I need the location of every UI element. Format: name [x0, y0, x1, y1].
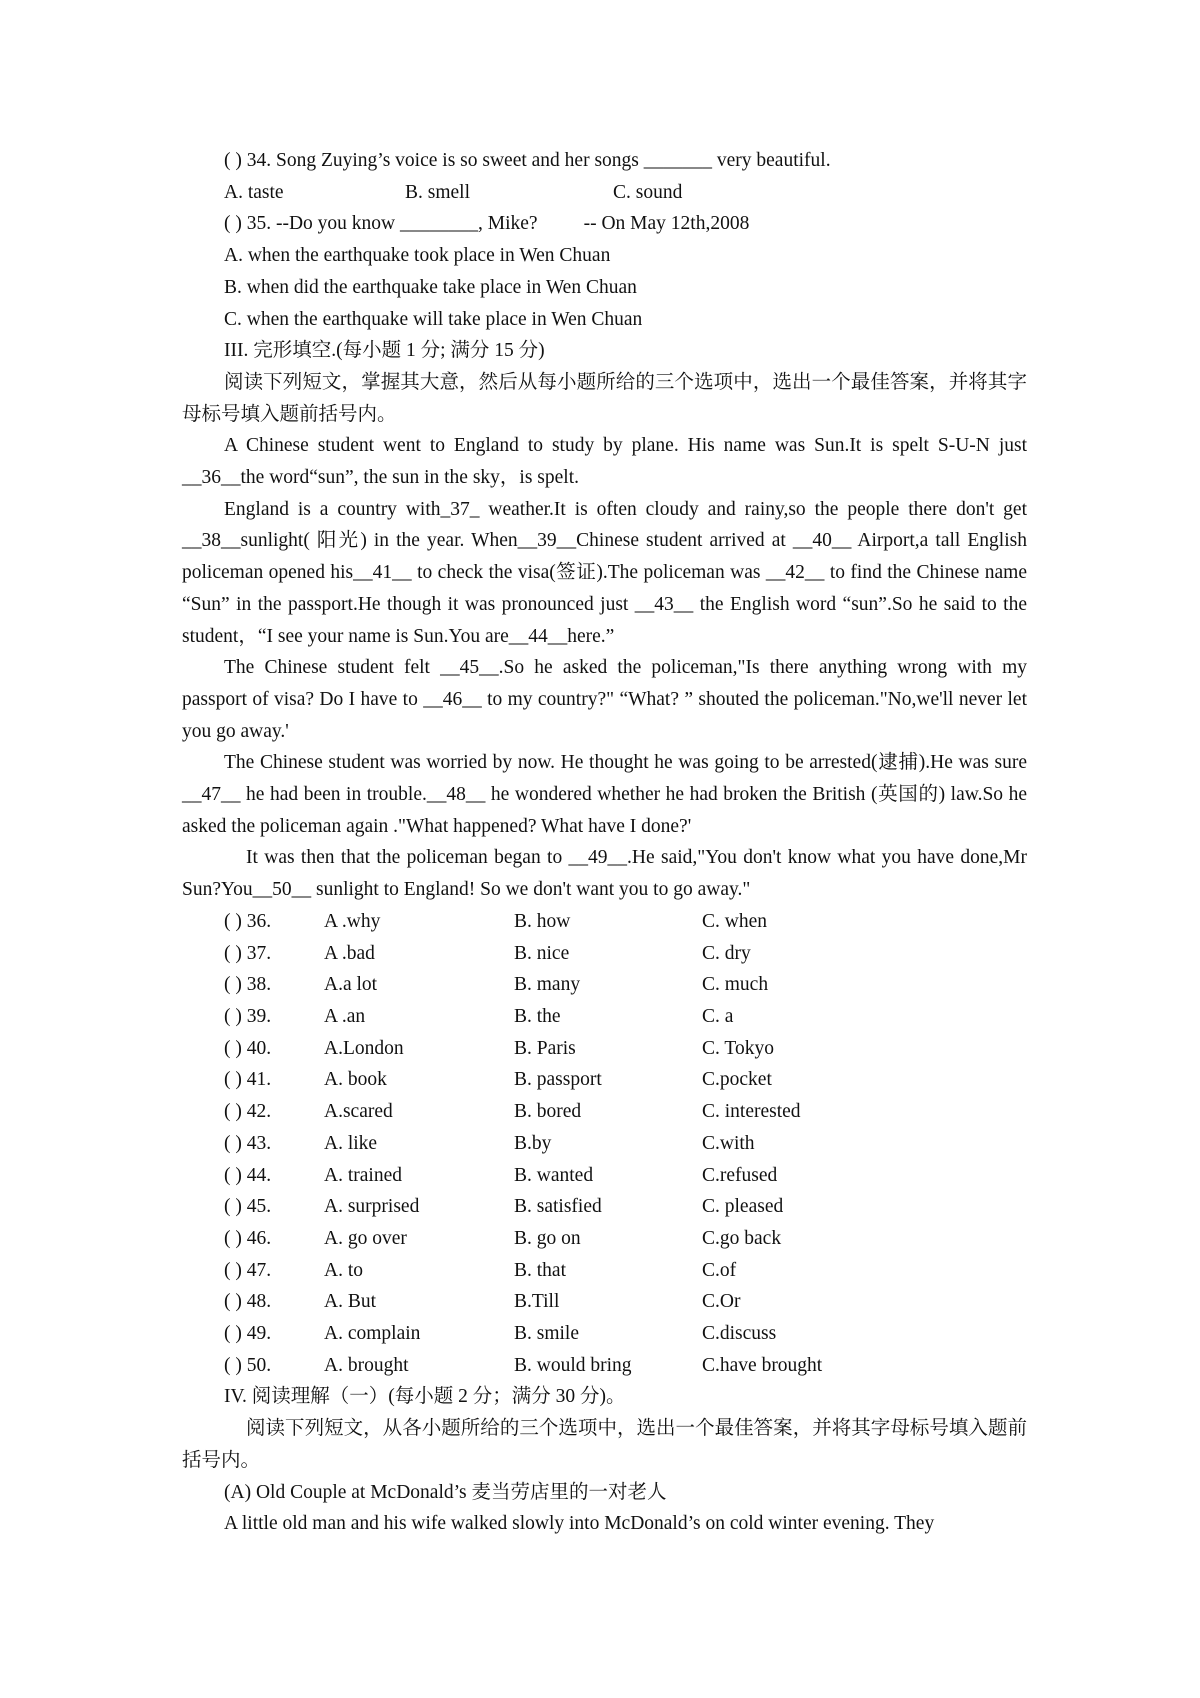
- option-a: A. complain: [324, 1323, 421, 1345]
- option-b: B. Paris: [514, 1037, 576, 1059]
- cloze-question-row: [182, 1350, 1027, 1382]
- option-b: B. that: [514, 1259, 566, 1281]
- cloze-paragraph-3: The Chinese student felt __45__.So he asked the policeman,"Is there anything wrong with my passport of visa? Do I have to __46__ to my country?" “What? ” shouted the policeman."No,we'll never let you go away.': [182, 657, 1027, 742]
- option-a: A. trained: [324, 1164, 402, 1186]
- option-c: C. pleased: [702, 1196, 784, 1218]
- cloze-question-row: [182, 1286, 1027, 1318]
- question-35-text: ( ) 35. --Do you know ________, Mike?: [224, 213, 538, 235]
- option-b: B. passport: [514, 1069, 602, 1091]
- cloze-paragraph-4: The Chinese student was worried by now. He thought he was going to be arrested(逮捕).He was sure __47__ he had been in trouble.__48__ he wondered whether he had broken the British (英国的) law.So he asked the policeman again ."What happened? What have I done?': [182, 752, 1027, 837]
- option-c: C. when: [702, 910, 767, 932]
- question-number: ( ) 36.: [224, 910, 272, 932]
- cloze-question-row: [182, 1128, 1027, 1160]
- exam-page: [182, 145, 1027, 1540]
- question-number: ( ) 42.: [224, 1101, 272, 1123]
- option-c: C.pocket: [702, 1069, 772, 1091]
- question-number: ( ) 38.: [224, 974, 272, 996]
- option-c: C.have brought: [702, 1354, 823, 1376]
- option-b: B. many: [514, 974, 581, 996]
- question-number: ( ) 45.: [224, 1196, 272, 1218]
- question-number: ( ) 49.: [224, 1323, 272, 1345]
- option-b: B. go on: [514, 1227, 581, 1249]
- cloze-question-row: [182, 1033, 1027, 1065]
- option-c: C.go back: [702, 1227, 782, 1249]
- option-c: C. much: [702, 974, 769, 996]
- question-35-option-a: A. when the earthquake took place in Wen Chuan: [224, 245, 611, 267]
- option-a: A. go over: [324, 1227, 407, 1249]
- question-number: ( ) 48.: [224, 1291, 272, 1313]
- question-35-option-b: B. when did the earthquake take place in Wen Chuan: [224, 276, 637, 298]
- question-number: ( ) 39.: [224, 1005, 272, 1027]
- option-c: C. a: [702, 1005, 734, 1027]
- option-c: C.refused: [702, 1164, 778, 1186]
- cloze-question-row: [182, 969, 1027, 1001]
- option-a: A.a lot: [324, 974, 378, 996]
- question-35-hint: -- On May 12th,2008: [583, 213, 750, 235]
- cloze-paragraph-1: A Chinese student went to England to study by plane. His name was Sun.It is spelt S-U-N just __36__the word“sun”, the sun in the sky，is spelt.: [182, 435, 1027, 489]
- question-34-stem: ( ) 34. Song Zuying’s voice is so sweet and her songs _______ very beautiful.: [224, 150, 831, 171]
- question-35-option-c: C. when the earthquake will take place in Wen Chuan: [224, 308, 643, 330]
- option-a: A.scared: [324, 1101, 393, 1123]
- option-a: A. brought: [324, 1354, 409, 1376]
- passage-title: (A) Old Couple at McDonald’s 麦当劳店里的一对老人: [224, 1481, 667, 1503]
- option-b: B. satisfied: [514, 1196, 602, 1218]
- option-b: B. smell: [405, 181, 471, 203]
- option-a: A .an: [324, 1005, 366, 1027]
- passage-start: A little old man and his wife walked slowly into McDonald’s on cold winter evening. They: [224, 1513, 935, 1535]
- question-number: ( ) 50.: [224, 1354, 272, 1376]
- option-b: B. wanted: [514, 1164, 594, 1186]
- option-b: B. how: [514, 910, 571, 932]
- cloze-question-row: [182, 906, 1027, 938]
- option-c: C. Tokyo: [702, 1037, 774, 1059]
- cloze-question-row: [182, 1223, 1027, 1255]
- option-c: C.with: [702, 1132, 755, 1154]
- option-a: A. to: [324, 1259, 363, 1281]
- option-a: A. But: [324, 1291, 377, 1313]
- option-a: A. taste: [224, 181, 284, 203]
- cloze-question-row: [182, 1096, 1027, 1128]
- cloze-question-row: [182, 1001, 1027, 1033]
- question-number: ( ) 44.: [224, 1164, 272, 1186]
- option-c: C.of: [702, 1259, 737, 1281]
- question-35-stem: [182, 208, 1027, 240]
- option-b: B.by: [514, 1132, 552, 1154]
- cloze-question-row: [182, 1255, 1027, 1287]
- option-b: B. bored: [514, 1101, 582, 1123]
- cloze-question-row: [182, 1160, 1027, 1192]
- cloze-instructions: 阅读下列短文，掌握其大意，然后从每小题所给的三个选项中，选出一个最佳答案，并将其字母标号填入题前括号内。: [182, 371, 1027, 425]
- option-b: B. the: [514, 1005, 561, 1027]
- cloze-question-row: [182, 1191, 1027, 1223]
- question-number: ( ) 46.: [224, 1227, 272, 1249]
- cloze-heading: III. 完形填空.(每小题 1 分; 满分 15 分): [224, 340, 545, 362]
- cloze-paragraph-2: England is a country with_37_ weather.It is often cloudy and rainy,so the people there don't get __38__sunlight( 阳光) in the year. When__39__Chinese student arrived at __40__ Airport,a tall English policeman opened his__41__ to check the visa(签证).The policeman was __42__ to find the Chinese name “Sun” in the passport.He though it was pronounced just __43__ the English word “sun”.So he said to the student，“I see your name is Sun.You are__44__here.”: [182, 498, 1027, 647]
- option-a: A.London: [324, 1037, 404, 1059]
- option-c: C. interested: [702, 1101, 801, 1123]
- option-a: A .why: [324, 910, 381, 932]
- option-c: C.discuss: [702, 1323, 777, 1345]
- cloze-question-row: [182, 1064, 1027, 1096]
- option-c: C. sound: [613, 181, 683, 203]
- cloze-question-list: [182, 906, 1027, 1382]
- cloze-question-row: [182, 1318, 1027, 1350]
- option-c: C.Or: [702, 1291, 741, 1313]
- option-b: B.Till: [514, 1291, 560, 1313]
- option-b: B. smile: [514, 1323, 580, 1345]
- option-a: A. like: [324, 1132, 378, 1154]
- option-b: B. would bring: [514, 1354, 632, 1376]
- option-c: C. dry: [702, 942, 751, 964]
- cloze-paragraph-5: It was then that the policeman began to __49__.He said,"You don't know what you have done,Mr Sun?You__50__ sunlight to England! So we don't want you to go away.": [182, 847, 1027, 901]
- question-number: ( ) 40.: [224, 1037, 272, 1059]
- cloze-question-row: [182, 938, 1027, 970]
- option-a: A .bad: [324, 942, 375, 964]
- question-number: ( ) 47.: [224, 1259, 272, 1281]
- option-a: A. book: [324, 1069, 387, 1091]
- option-a: A. surprised: [324, 1196, 420, 1218]
- question-number: ( ) 41.: [224, 1069, 272, 1091]
- reading-heading: IV. 阅读理解（一）(每小题 2 分；满分 30 分)。: [224, 1386, 626, 1408]
- option-b: B. nice: [514, 942, 570, 964]
- question-34-options: [182, 177, 1027, 209]
- question-number: ( ) 37.: [224, 942, 272, 964]
- question-number: ( ) 43.: [224, 1132, 272, 1154]
- reading-instructions: 阅读下列短文，从各小题所给的三个选项中，选出一个最佳答案，并将其字母标号填入题前括号内。: [182, 1418, 1027, 1471]
